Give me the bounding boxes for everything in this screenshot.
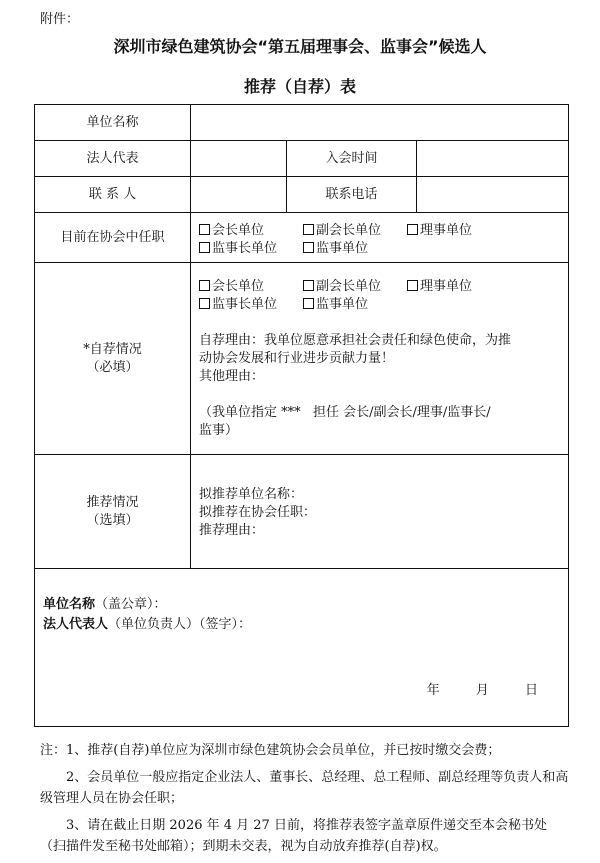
- checkbox-icon[interactable]: [407, 280, 418, 291]
- unit-name-field[interactable]: [191, 105, 569, 141]
- row-signature: [35, 569, 569, 727]
- sig-month: 月: [475, 682, 489, 698]
- rec-position: 拟推荐在协会任职：: [199, 504, 317, 520]
- row-contact: [35, 177, 569, 213]
- sig-legal-bold: 法人代表人: [43, 616, 109, 632]
- contact-label: 联 系 人: [35, 177, 191, 213]
- row-recommendation: [35, 455, 569, 569]
- self-rec-other: 其他理由：: [199, 368, 265, 384]
- rec-content: [191, 455, 569, 569]
- self-option-vice-president[interactable]: 副会长单位: [303, 278, 407, 296]
- option-president[interactable]: 会长单位: [199, 222, 303, 240]
- rec-unit: 拟推荐单位名称：: [199, 486, 304, 502]
- checkbox-icon[interactable]: [199, 298, 210, 309]
- checkbox-icon[interactable]: [199, 280, 210, 291]
- row-legal-rep: [35, 141, 569, 177]
- join-time-field[interactable]: [417, 141, 569, 177]
- self-rec-designate-line1: （我单位指定 *** 担任 会长/副会长/理事/监事长/: [199, 404, 491, 420]
- sig-day: 日: [525, 682, 539, 698]
- form-subtitle: 推荐（自荐）表: [243, 77, 356, 96]
- row-unit-name: [35, 105, 569, 141]
- attachment-label: 附件：: [40, 12, 80, 27]
- current-position-label: 目前在协会中任职: [35, 213, 191, 263]
- self-option-chief-supervisor[interactable]: 监事长单位: [199, 296, 303, 314]
- checkbox-icon[interactable]: [303, 280, 314, 291]
- note-1: 注：1、推荐(自荐)单位应为深圳市绿色建筑协会会员单位，并已按时缴交会费；: [40, 743, 501, 758]
- contact-field[interactable]: [191, 177, 287, 213]
- checkbox-icon[interactable]: [407, 224, 418, 235]
- checkbox-icon[interactable]: [199, 224, 210, 235]
- join-time-label: 入会时间: [287, 141, 417, 177]
- row-current-position: [35, 213, 569, 263]
- checkbox-icon[interactable]: [303, 242, 314, 253]
- option-supervisor[interactable]: 监事单位: [303, 240, 368, 258]
- legal-rep-field[interactable]: [191, 141, 287, 177]
- nomination-form-table: [34, 104, 569, 727]
- self-rec-reason-line1: 自荐理由：我单位愿意承担社会责任和绿色使命，为推: [199, 332, 512, 348]
- self-rec-reason-line2: 动协会发展和行业进步贡献力量！: [199, 350, 395, 366]
- self-rec-content: [191, 263, 569, 455]
- sig-year: 年: [426, 682, 440, 698]
- row-self-recommendation: [35, 263, 569, 455]
- sig-unit-rest: （盖公章）：: [95, 596, 167, 612]
- rec-label: 推荐情况 （选填）: [35, 455, 191, 569]
- option-chief-supervisor[interactable]: 监事长单位: [199, 240, 303, 258]
- phone-label: 联系电话: [287, 177, 417, 213]
- note-3: 3、请在截止日期 2026 年 4 月 27 日前，将推荐表签字盖章原件递交至本会秘书处（扫描件发至秘书处邮箱）；到期未交表，视为自动放弃推荐(自荐)权。: [40, 818, 547, 854]
- self-rec-label: *自荐情况 （必填）: [35, 263, 191, 455]
- signature-area: [35, 569, 569, 727]
- sig-legal-rest: （单位负责人）（签字）：: [108, 616, 252, 632]
- sig-date: [43, 681, 560, 701]
- self-option-president[interactable]: 会长单位: [199, 278, 303, 296]
- checkbox-icon[interactable]: [303, 224, 314, 235]
- option-director[interactable]: 理事单位: [407, 222, 472, 240]
- notes-section: [40, 740, 570, 863]
- sig-unit-bold: 单位名称: [43, 596, 96, 612]
- phone-field[interactable]: [417, 177, 569, 213]
- checkbox-icon[interactable]: [199, 242, 210, 253]
- checkbox-icon[interactable]: [303, 298, 314, 309]
- legal-rep-label: 法人代表: [35, 141, 191, 177]
- form-title: 深圳市绿色建筑协会“第五届理事会、监事会”候选人: [113, 37, 487, 56]
- rec-reason: 推荐理由：: [199, 522, 265, 538]
- self-option-supervisor[interactable]: 监事单位: [303, 296, 368, 314]
- self-rec-designate-line2: 监事）: [199, 422, 239, 438]
- note-2: 2、会员单位一般应指定企业法人、董事长、总经理、总工程师、副总经理等负责人和高级管理人员在协会任职；: [40, 770, 569, 806]
- current-position-options: [191, 213, 569, 263]
- self-option-director[interactable]: 理事单位: [407, 278, 472, 296]
- option-vice-president[interactable]: 副会长单位: [303, 222, 407, 240]
- unit-name-label: 单位名称: [35, 105, 191, 141]
